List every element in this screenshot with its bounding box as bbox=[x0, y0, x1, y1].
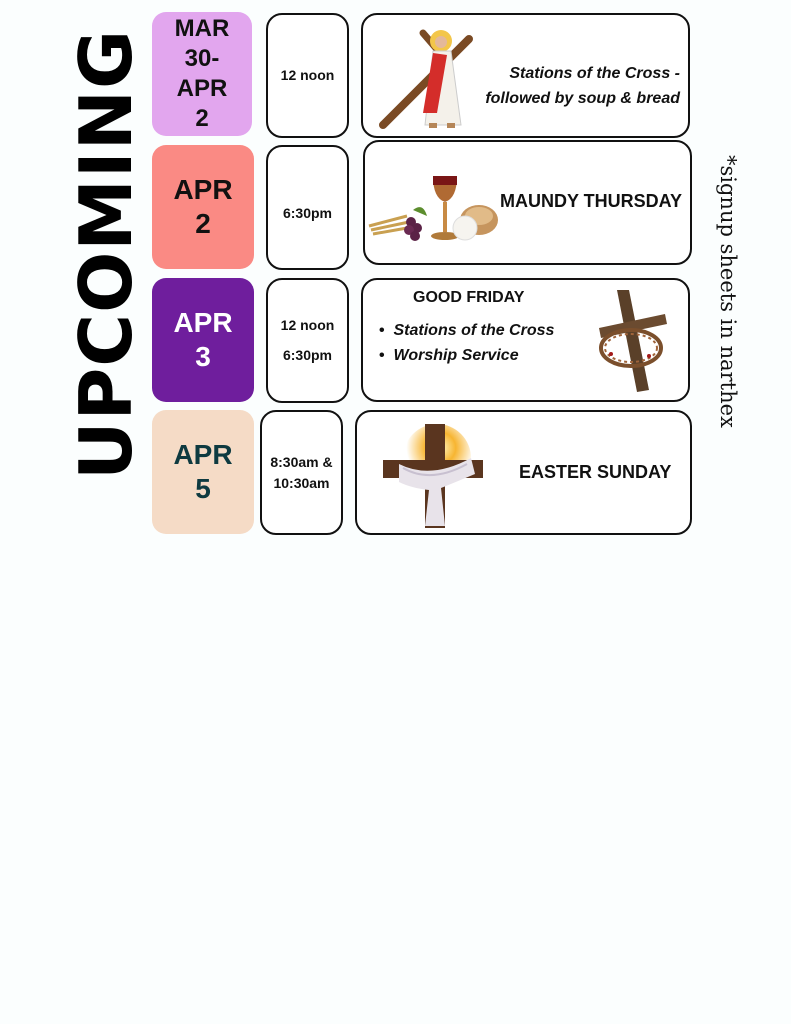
date-line: APR bbox=[173, 307, 233, 339]
time-box-stations bbox=[266, 13, 349, 138]
date-line: 5 bbox=[195, 473, 211, 504]
cross-with-shroud-icon bbox=[381, 422, 485, 530]
event-card-stations bbox=[361, 13, 690, 138]
event-title-line: followed by soup & bread bbox=[485, 90, 680, 107]
date-line: APR bbox=[173, 439, 233, 471]
upcoming-heading: UPCOMING bbox=[64, 28, 148, 480]
date-line: APR bbox=[173, 174, 233, 206]
event-list-good-friday bbox=[379, 318, 554, 368]
event-title-line: Stations of the Cross - bbox=[509, 65, 680, 82]
date-line: 2 bbox=[195, 105, 209, 132]
time-box-good-friday bbox=[266, 278, 349, 403]
time-text: 8:30am & bbox=[270, 453, 333, 470]
date-line: 2 bbox=[195, 208, 211, 239]
date-line: MAR bbox=[174, 15, 230, 42]
date-badge-easter bbox=[152, 410, 254, 534]
time-text: 6:30pm bbox=[282, 346, 333, 363]
time-text: 12 noon bbox=[280, 316, 335, 333]
date-badge-stations bbox=[152, 12, 252, 136]
date-badge-good-friday bbox=[152, 278, 254, 402]
event-title-good-friday: GOOD FRIDAY bbox=[413, 289, 525, 306]
jesus-carrying-cross-icon bbox=[377, 21, 477, 133]
time-text: 6:30pm bbox=[282, 204, 333, 221]
list-item: • Worship Service bbox=[379, 347, 519, 364]
event-card-easter bbox=[355, 410, 692, 535]
event-title-maundy: MAUNDY THURSDAY bbox=[499, 191, 682, 211]
event-title-easter: EASTER SUNDAY bbox=[519, 462, 672, 482]
communion-chalice-bread-icon bbox=[367, 168, 499, 248]
time-box-easter bbox=[260, 410, 343, 535]
event-title-stations bbox=[485, 61, 680, 111]
date-badge-maundy bbox=[152, 145, 254, 269]
date-line: 3 bbox=[195, 341, 211, 372]
date-line: 30- bbox=[184, 45, 220, 72]
time-text: 12 noon bbox=[280, 66, 335, 83]
date-line: APR bbox=[176, 75, 228, 102]
event-card-maundy bbox=[363, 140, 692, 265]
event-card-good-friday bbox=[361, 278, 690, 402]
list-item: • Stations of the Cross bbox=[379, 322, 555, 339]
time-box-maundy bbox=[266, 145, 349, 270]
time-text: 10:30am bbox=[273, 474, 330, 491]
signup-note: *signup sheets in narthex bbox=[716, 155, 740, 428]
cross-crown-of-thorns-icon bbox=[593, 286, 673, 396]
